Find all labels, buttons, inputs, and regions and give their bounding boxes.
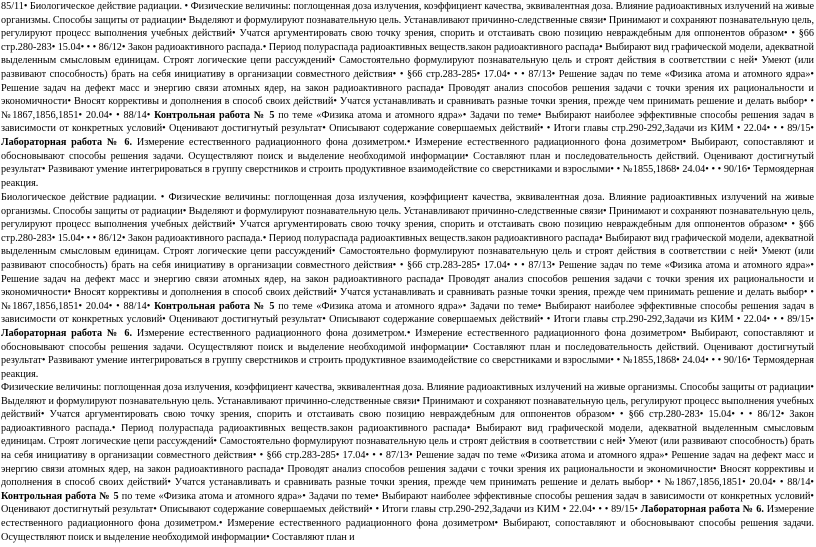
bold-heading-test-5: Контрольная работа № 5 xyxy=(154,109,275,121)
bold-heading-lab-6: Лабораторная работа № 6. xyxy=(1,136,133,148)
text-segment: Биологическое действие радиации. • Физические величины: поглощенная доза излучения, коэффициент качества, эквивалентная доза. Влияние радиоактивных излучений на живые организмы. Способы защиты от радиации• Выделяют и формулируют познавательную цель. Устанавливают причинно-следственные связи• Принимают и сохраняют познавательную цель, регулируют процесс выполнения учебных действий• Учатся аргументировать свою точку зрения, спорить и отстаивать свою позицию невраждебным для оппонентов образом• • §66 стр.280-283• 15.04• • • 86/12• Закон радиоактивного распада.• Период полураспада радиоактивных веществ.закон радиоактивного распада• Выбирают вид графической модели, адекватной выделенным смысловым единицам. Строят логические цепи рассуждений• Самостоятельно формулируют познавательную цель и строят действия в соответствии с ней• Умеют (или развивают способность) брать на себя инициативу в организации совместного действия• • §66 стр.283-285• 17.04• • • 87/13• Решение задач по теме «Физика атома и атомного ядра»• Решение задач на дефект масс и энергию связи атомных ядер, на закон радиоактивного распада• Проводят анализ способов решения задачи с точки зрения их рациональности и экономичности• Вносят коррективы и дополнения в способ своих действий• Учатся устанавливать и сравнивать разные точки зрения, прежде чем принимать решение и делать выбор• • №1867,1856,1851• 20.04• • 88/14• xyxy=(1,192,814,312)
text-segment: Физические величины: поглощенная доза излучения, коэффициент качества, эквивалентная доза. Влияние радиоактивных излучений на живые организмы. Способы защиты от радиации• Выделяют и формулируют познавательную цель. Устанавливают причинно-следственные связи• Принимают и сохраняют познавательную цель, регулируют процесс выполнения учебных действий• Учатся аргументировать свою точку зрения, спорить и отстаивать свою позицию невраждебным для оппонентов образом• • §66 стр.280-283• 15.04• • • 86/12• Закон радиоактивного распада.• Период полураспада радиоактивных веществ.закон радиоактивного распада• Выбирают вид графической модели, адекватной выделенным смысловым единицам. Строят логические цепи рассуждений• Самостоятельно формулируют познавательную цель и строят действия в соответствии с ней• Умеют (или развивают способность) брать на себя инициативу в организации совместного действия• • §66 стр.283-285• 17.04• • • 87/13• Решение задач по теме «Физика атома и атомного ядра»• Решение задач на дефект масс и энергию связи атомных ядер, на закон радиоактивного распада• Проводят анализ способов решения задачи с точки зрения их рациональности и экономичности• Вносят коррективы и дополнения в способ своих действий• Учатся устанавливать и сравнивать разные точки зрения, прежде чем принимать решение и делать выбор• • №1867,1856,1851• 20.04• • 88/14• xyxy=(1,382,814,489)
text-segment: по теме «Физика атома и атомного ядра»• Задачи по теме• Выбирают наиболее эффективные способы решения задач в зависимости от конкретных условий• Оценивают достигнутый результат• Описывают содержание совершаемых действий• • Итоги главы стр.290-292,Задачи из КИМ • 22.04• • • 89/15• xyxy=(1,109,814,135)
bold-heading-test-5: Контрольная работа № 5 xyxy=(1,490,119,502)
text-segment: по теме «Физика атома и атомного ядра»• Задачи по теме• Выбирают наиболее эффективные способы решения задач в зависимости от конкретных условий• Оценивают достигнутый результат• Описывают содержание совершаемых действий• • Итоги главы стр.290-292,Задачи из КИМ • 22.04• • • 89/15• xyxy=(1,300,814,326)
paragraph-3 xyxy=(1,381,814,544)
bold-heading-lab-6: Лабораторная работа № 6. xyxy=(640,504,764,516)
text-segment: 85/11• Биологическое действие радиации. • Физические величины: поглощенная доза излучения, коэффициент качества, эквивалентная доза. Влияние радиоактивных излучений на живые организмы. Способы защиты от радиации• Выделяют и формулируют познавательную цель. Устанавливают причинно-следственные связи• Принимают и сохраняют познавательную цель, регулируют процесс выполнения учебных действий• Учатся аргументировать свою точку зрения, спорить и отстаивать свою позицию невраждебным для оппонентов образом• • §66 стр.280-283• 15.04• • • 86/12• Закон радиоактивного распада.• Период полураспада радиоактивных веществ.закон радиоактивного распада• Выбирают вид графической модели, адекватной выделенным смысловым единицам. Строят логические цепи рассуждений• Самостоятельно формулируют познавательную цель и строят действия в соответствии с ней• Умеют (или развивают способность) брать на себя инициативу в организации совместного действия• • §66 стр.283-285• 17.04• • • 87/13• Решение задач по теме «Физика атома и атомного ядра»• Решение задач на дефект масс и энергию связи атомных ядер, на закон радиоактивного распада• Проводят анализ способов решения задачи с точки зрения их рациональности и экономичности• Вносят коррективы и дополнения в способ своих действий• Учатся устанавливать и сравнивать разные точки зрения, прежде чем принимать решение и делать выбор• • №1867,1856,1851• 20.04• • 88/14• xyxy=(1,1,814,121)
text-segment: Измерение естественного радиационного фона дозиметром.• Измерение естественного радиационного фона дозиметром• Выбирают, сопоставляют и обосновывают способы решения задачи. Осуществляют поиск и выделение необходимой информации• Составляют план и последовательность действий. Оценивают достигнутый результат• Развивают умение интегрироваться в группу сверстников и строить продуктивное взаимодействие со сверстниками и взрослыми• • №1855,1868• 24.04• • • 90/16• Термоядерная реакция. xyxy=(1,136,814,189)
bold-heading-lab-6: Лабораторная работа № 6. xyxy=(1,327,133,339)
paragraph-1 xyxy=(1,0,814,190)
text-segment: Измерение естественного радиационного фона дозиметром.• Измерение естественного радиационного фона дозиметром• Выбирают, сопоставляют и обосновывают способы решения задачи. Осуществляют поиск и выделение необходимой информации• Составляют план и xyxy=(1,504,814,543)
text-segment: по теме «Физика атома и атомного ядра»• Задачи по теме• Выбирают наиболее эффективные способы решения задач в зависимости от конкретных условий• Оценивают достигнутый результат• Описывают содержание совершаемых действий• • Итоги главы стр.290-292,Задачи из КИМ • 22.04• • • 89/15• xyxy=(1,490,815,516)
text-segment: Измерение естественного радиационного фона дозиметром.• Измерение естественного радиационного фона дозиметром• Выбирают, сопоставляют и обосновывают способы решения задачи. Осуществляют поиск и выделение необходимой информации• Составляют план и последовательность действий. Оценивают достигнутый результат• Развивают умение интегрироваться в группу сверстников и строить продуктивное взаимодействие со сверстниками и взрослыми• • №1855,1868• 24.04• • • 90/16• Термоядерная реакция. xyxy=(1,327,814,380)
bold-heading-test-5: Контрольная работа № 5 xyxy=(154,300,275,312)
paragraph-2 xyxy=(1,191,814,381)
